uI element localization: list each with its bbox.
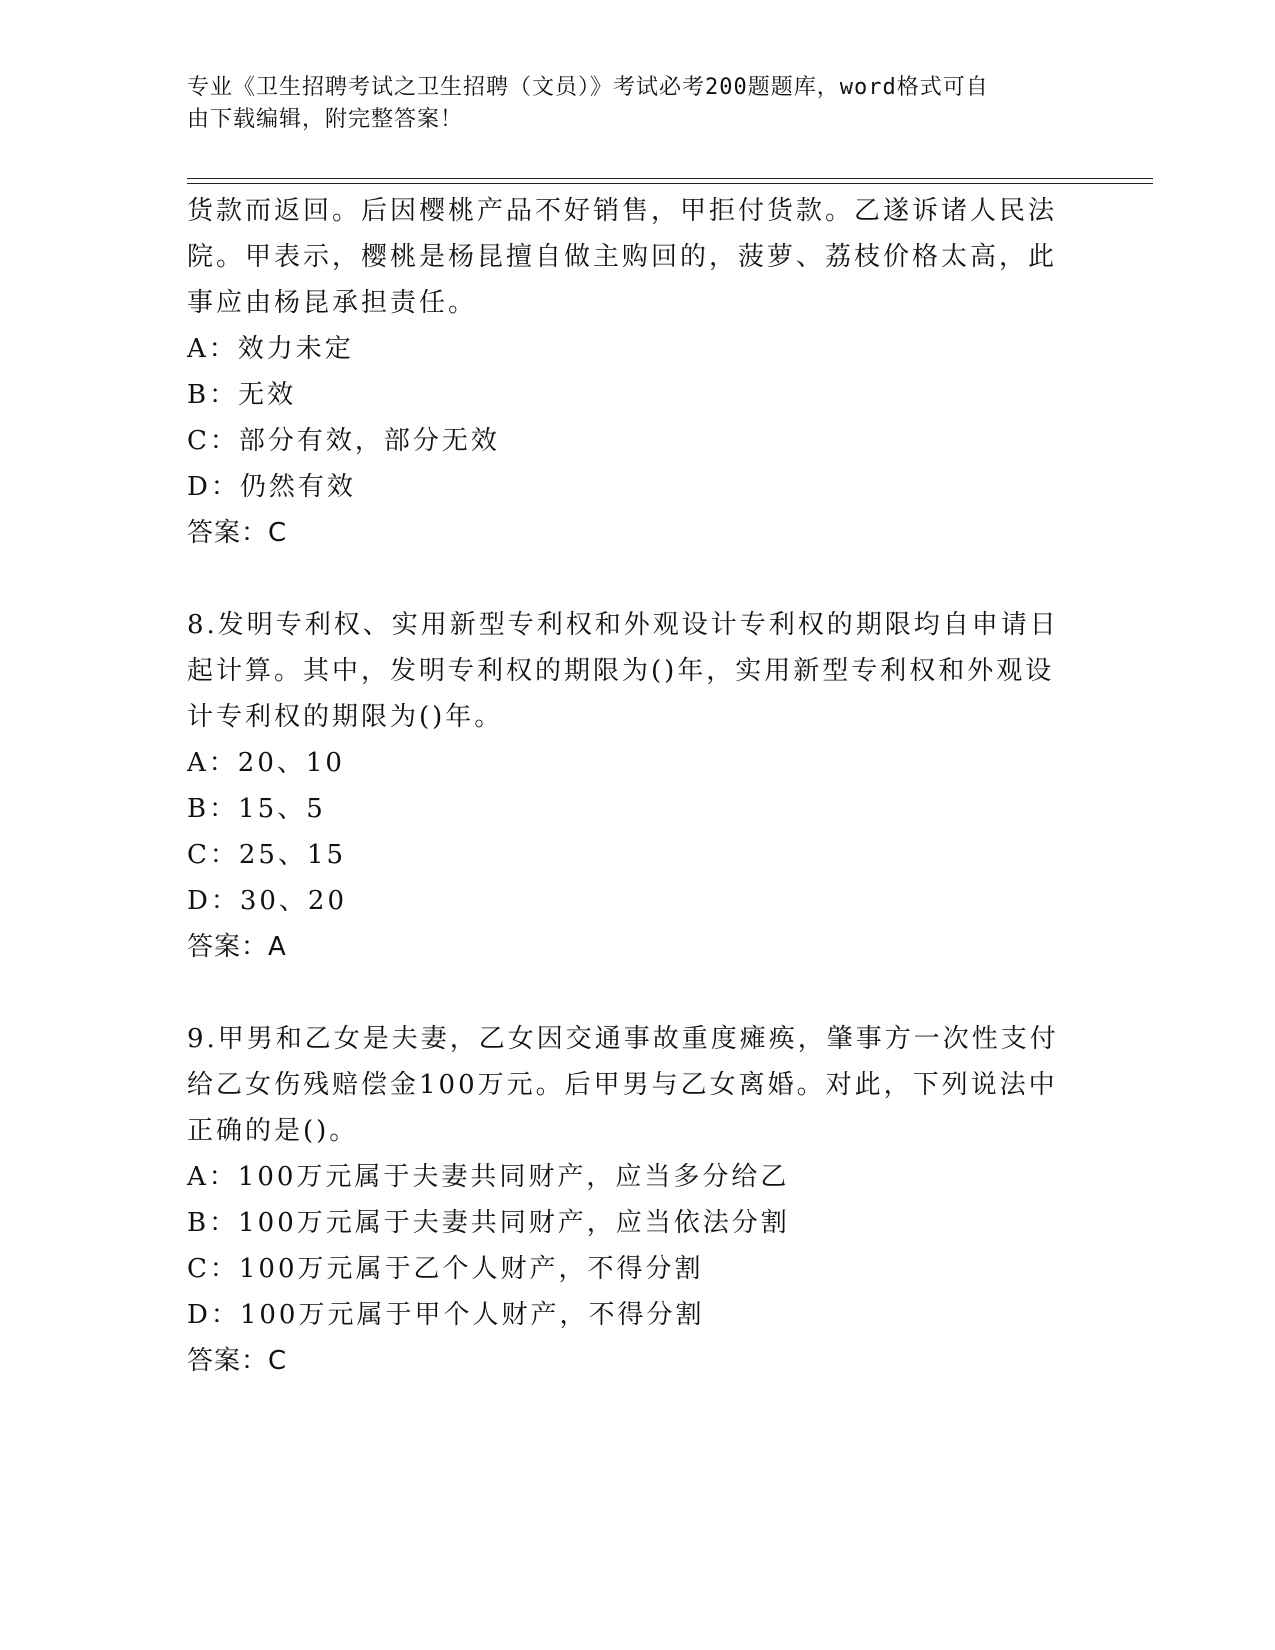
option-d: D：30、20 xyxy=(187,886,348,916)
option-d: D：100万元属于甲个人财产，不得分割 xyxy=(187,1300,705,1330)
option-a: A：20、10 xyxy=(187,748,345,778)
question-line: 货款而返回。后因樱桃产品不好销售，甲拒付货款。乙遂诉诸人民法 xyxy=(187,196,1058,226)
answer: 答案：C xyxy=(187,1346,288,1376)
title-line-2: 由下载编辑，附完整答案！ xyxy=(187,107,464,132)
question-text xyxy=(187,188,1067,326)
option-c: C：部分有效，部分无效 xyxy=(187,426,500,456)
option-b: B：15、5 xyxy=(187,794,326,824)
answer: 答案：A xyxy=(187,932,287,962)
question-text xyxy=(187,1016,1067,1154)
option-a: A：100万元属于夫妻共同财产，应当多分给乙 xyxy=(187,1162,790,1192)
option-b: B：100万元属于夫妻共同财产，应当依法分割 xyxy=(187,1208,790,1238)
question-8 xyxy=(187,602,1067,970)
question-line: 事应由杨昆承担责任。 xyxy=(187,288,478,318)
question-text xyxy=(187,602,1067,740)
question-line: 9.甲男和乙女是夫妻，乙女因交通事故重度瘫痪，肇事方一次性支付 xyxy=(187,1024,1059,1054)
question-line: 院。甲表示，樱桃是杨昆擅自做主购回的，菠萝、荔枝价格太高，此 xyxy=(187,242,1058,272)
document-title xyxy=(187,72,1067,136)
document-body xyxy=(187,188,1067,1384)
question-line: 8.发明专利权、实用新型专利权和外观设计专利权的期限均自申请日 xyxy=(187,610,1059,640)
answer: 答案：C xyxy=(187,518,288,548)
title-line-1: 专业《卫生招聘考试之卫生招聘（文员）》考试必考200题题库，word格式可自 xyxy=(187,75,989,100)
option-c: C：100万元属于乙个人财产，不得分割 xyxy=(187,1254,704,1284)
header-divider-bottom xyxy=(187,183,1153,184)
header-divider-top xyxy=(187,178,1153,179)
option-b: B：无效 xyxy=(187,380,297,410)
option-d: D：仍然有效 xyxy=(187,472,356,502)
question-line: 给乙女伤残赔偿金100万元。后甲男与乙女离婚。对此，下列说法中 xyxy=(187,1070,1058,1100)
question-9 xyxy=(187,1016,1067,1384)
option-c: C：25、15 xyxy=(187,840,347,870)
option-a: A：效力未定 xyxy=(187,334,354,364)
question-line: 计专利权的期限为()年。 xyxy=(187,702,504,732)
question-7-continued xyxy=(187,188,1067,556)
question-line: 正确的是()。 xyxy=(187,1116,359,1146)
question-line: 起计算。其中，发明专利权的期限为()年，实用新型专利权和外观设 xyxy=(187,656,1055,686)
